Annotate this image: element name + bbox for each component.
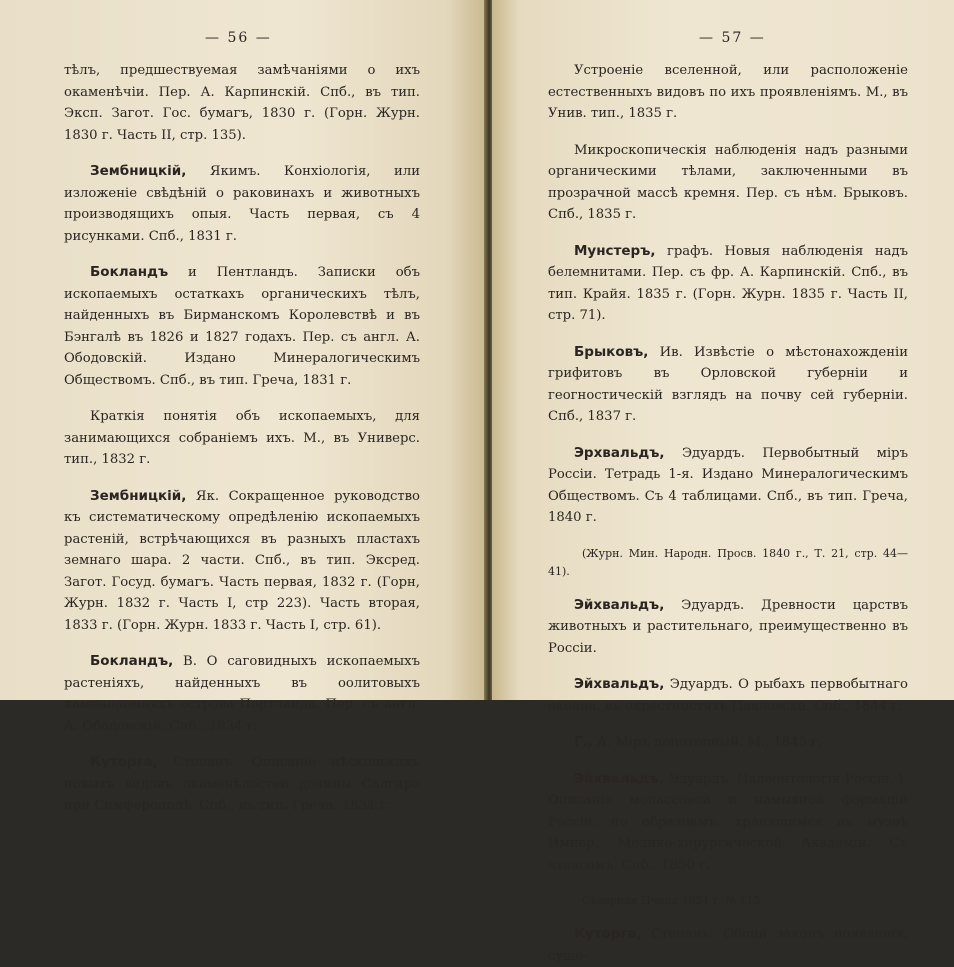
left-page	[0, 0, 486, 813]
bibliography-entry: Эйхвальдъ, Эдуардъ. Древности царствъ животныхъ и растительнаго, преимущественно въ Россіи.	[548, 596, 908, 656]
bibliography-entry: Куторга, Степанъ. Описаніе нѣсколькихъ новыхъ видовъ окаменѣлостей долины Салгира при Симферополѣ. Спб., въ тип. Греча, 1834 г.	[64, 754, 420, 813]
entry-author: Куторга,	[574, 926, 642, 942]
bibliography-entry: тѣлъ, предшествуемая замѣчаніями о ихъ окаменѣчіи. Пер. А. Карпинскій. Спб., въ тип. Эксп. Загот. Гос. бумагъ, 1830 г. (Горн. Журн. 1830 г. Часть II, стр. 135).	[64, 63, 420, 143]
entry-author: Куторга,	[90, 754, 158, 770]
citation-note: (Журн. Мин. Народн. Просв. 1840 г., Т. 21, стр. 44—41).	[548, 546, 908, 578]
bibliography-entry: Эйхвальдъ, Эдуардъ. О рыбахъ первобытнаго океана, въ окрестностяхъ Павловска. Спб., 1844 г.	[548, 676, 908, 714]
entry-author: Бокландъ	[90, 264, 169, 280]
page-number: — 56 —	[205, 30, 272, 46]
bibliography-entry: Брыковъ, Ив. Извѣстіе о мѣстонахожденіи грифитовъ въ Орловской губерніи и геогностическій взглядъ на почву сей губерніи. Спб., 1837 г.	[548, 343, 908, 424]
citation-note: Сѣверная Пчела 1851 г. № 115.	[582, 894, 765, 907]
entry-author: Эйхвальдъ,	[574, 770, 665, 787]
bibliography-entry: Микроскопическія наблюденія надъ разными органическими тѣлами, заключенными въ прозрачной массѣ кремня. Пер. съ нѣм. Брыковъ. Спб., 1835 г.	[548, 142, 908, 222]
entry-author: Зембницкій,	[90, 163, 187, 179]
entry-author: Бокландъ,	[90, 653, 174, 669]
bibliography-entry: Устроеніе вселенной, или расположеніе естественныхъ видовъ по ихъ проявленіямъ. М., въ Унив. тип., 1835 г.	[548, 63, 908, 121]
bibliography-entry: Г., А. Міръ допотопный. М., 1845 г.	[574, 734, 823, 750]
right-page	[492, 0, 954, 964]
bibliography-entry: Краткія понятія объ ископаемыхъ, для занимающихся собраніемъ ихъ. М., въ Универс. тип., 1832 г.	[64, 409, 420, 467]
entry-author: Брыковъ,	[574, 343, 649, 360]
bibliography-entry: Куторга, Степанъ. Общій законъ появленія, суще-	[548, 926, 908, 964]
bibliography-entry: Мунстеръ, графъ. Новыя наблюденія надъ белемнитами. Пер. съ фр. А. Карпинскій. Спб., въ тип. Крайя. 1835 г. (Горн. Журн. 1835 г. Часть II, стр. 71).	[548, 242, 908, 323]
bibliography-entry: Эйхвальдъ, Эдуардъ. Палеонтологія Россіи. I. Описаніе молассовой и намывной формацій Россіи, по образцамъ, хранящимся въ музеѣ Импер. Медико-хирургической Академіи. Съ атласомъ. Спб., 1850 г.	[548, 770, 908, 873]
entry-author: Зембницкій,	[90, 487, 187, 504]
bibliography-entry: Бокландъ и Пентландъ. Записки объ ископаемыхъ остаткахъ органическихъ тѣлъ, найденныхъ въ Бирманскомъ Королевствѣ и въ Бэнгалѣ въ 1826 и 1827 годахъ. Пер. съ англ. А. Ободовскій. Издано Минералогическимъ Обществомъ. Спб., въ тип. Греча, 1831 г.	[64, 264, 420, 388]
entry-author: Эрхвальдъ,	[574, 444, 665, 461]
entry-author: Г.,	[574, 734, 593, 750]
bibliography-entry: Бокландъ, В. О саговидныхъ ископаемыхъ растеніяхъ, найденныхъ въ оолитовыхъ каменоломняхъ острова Портланда. Пер. съ англ. А. Ободовскій. Спб., 1834 г.	[64, 653, 420, 734]
entry-author: Эйхвальдъ,	[574, 676, 665, 692]
entry-author: Эйхвальдъ,	[574, 596, 665, 613]
right-column	[548, 60, 908, 967]
bibliography-entry: Зембницкій, Як. Сокращенное руководство къ систематическому опредѣленію ископаемыхъ растеній, встрѣчающихся въ разныхъ пластахъ земнаго шара. 2 части. Спб., въ тип. Эксред. Загот. Госуд. бумагъ. Часть первая, 1832 г. (Горн, Журн. 1832 г. Часть I, стр 223). Часть вторая, 1833 г. (Горн. Журн. 1833 г. Часть I, стр. 61).	[64, 487, 420, 633]
entry-author: Мунстеръ,	[574, 242, 656, 259]
bibliography-entry: Эрхвальдъ, Эдуардъ. Первобытный міръ Россіи. Тетрадь 1-я. Издано Минералогическимъ Обществомъ. Съ 4 таблицами. Спб., въ тип. Греча, 1840 г.	[548, 444, 908, 525]
bibliography-entry: Зембницкій, Якимъ. Конхіологія, или изложеніе свѣдѣній о раковинахъ и животныхъ производящихъ опыя. Часть первая, съ 4 рисунками. Спб., 1831 г.	[64, 163, 420, 244]
left-column	[64, 60, 420, 817]
page-number: — 57 —	[699, 30, 766, 46]
